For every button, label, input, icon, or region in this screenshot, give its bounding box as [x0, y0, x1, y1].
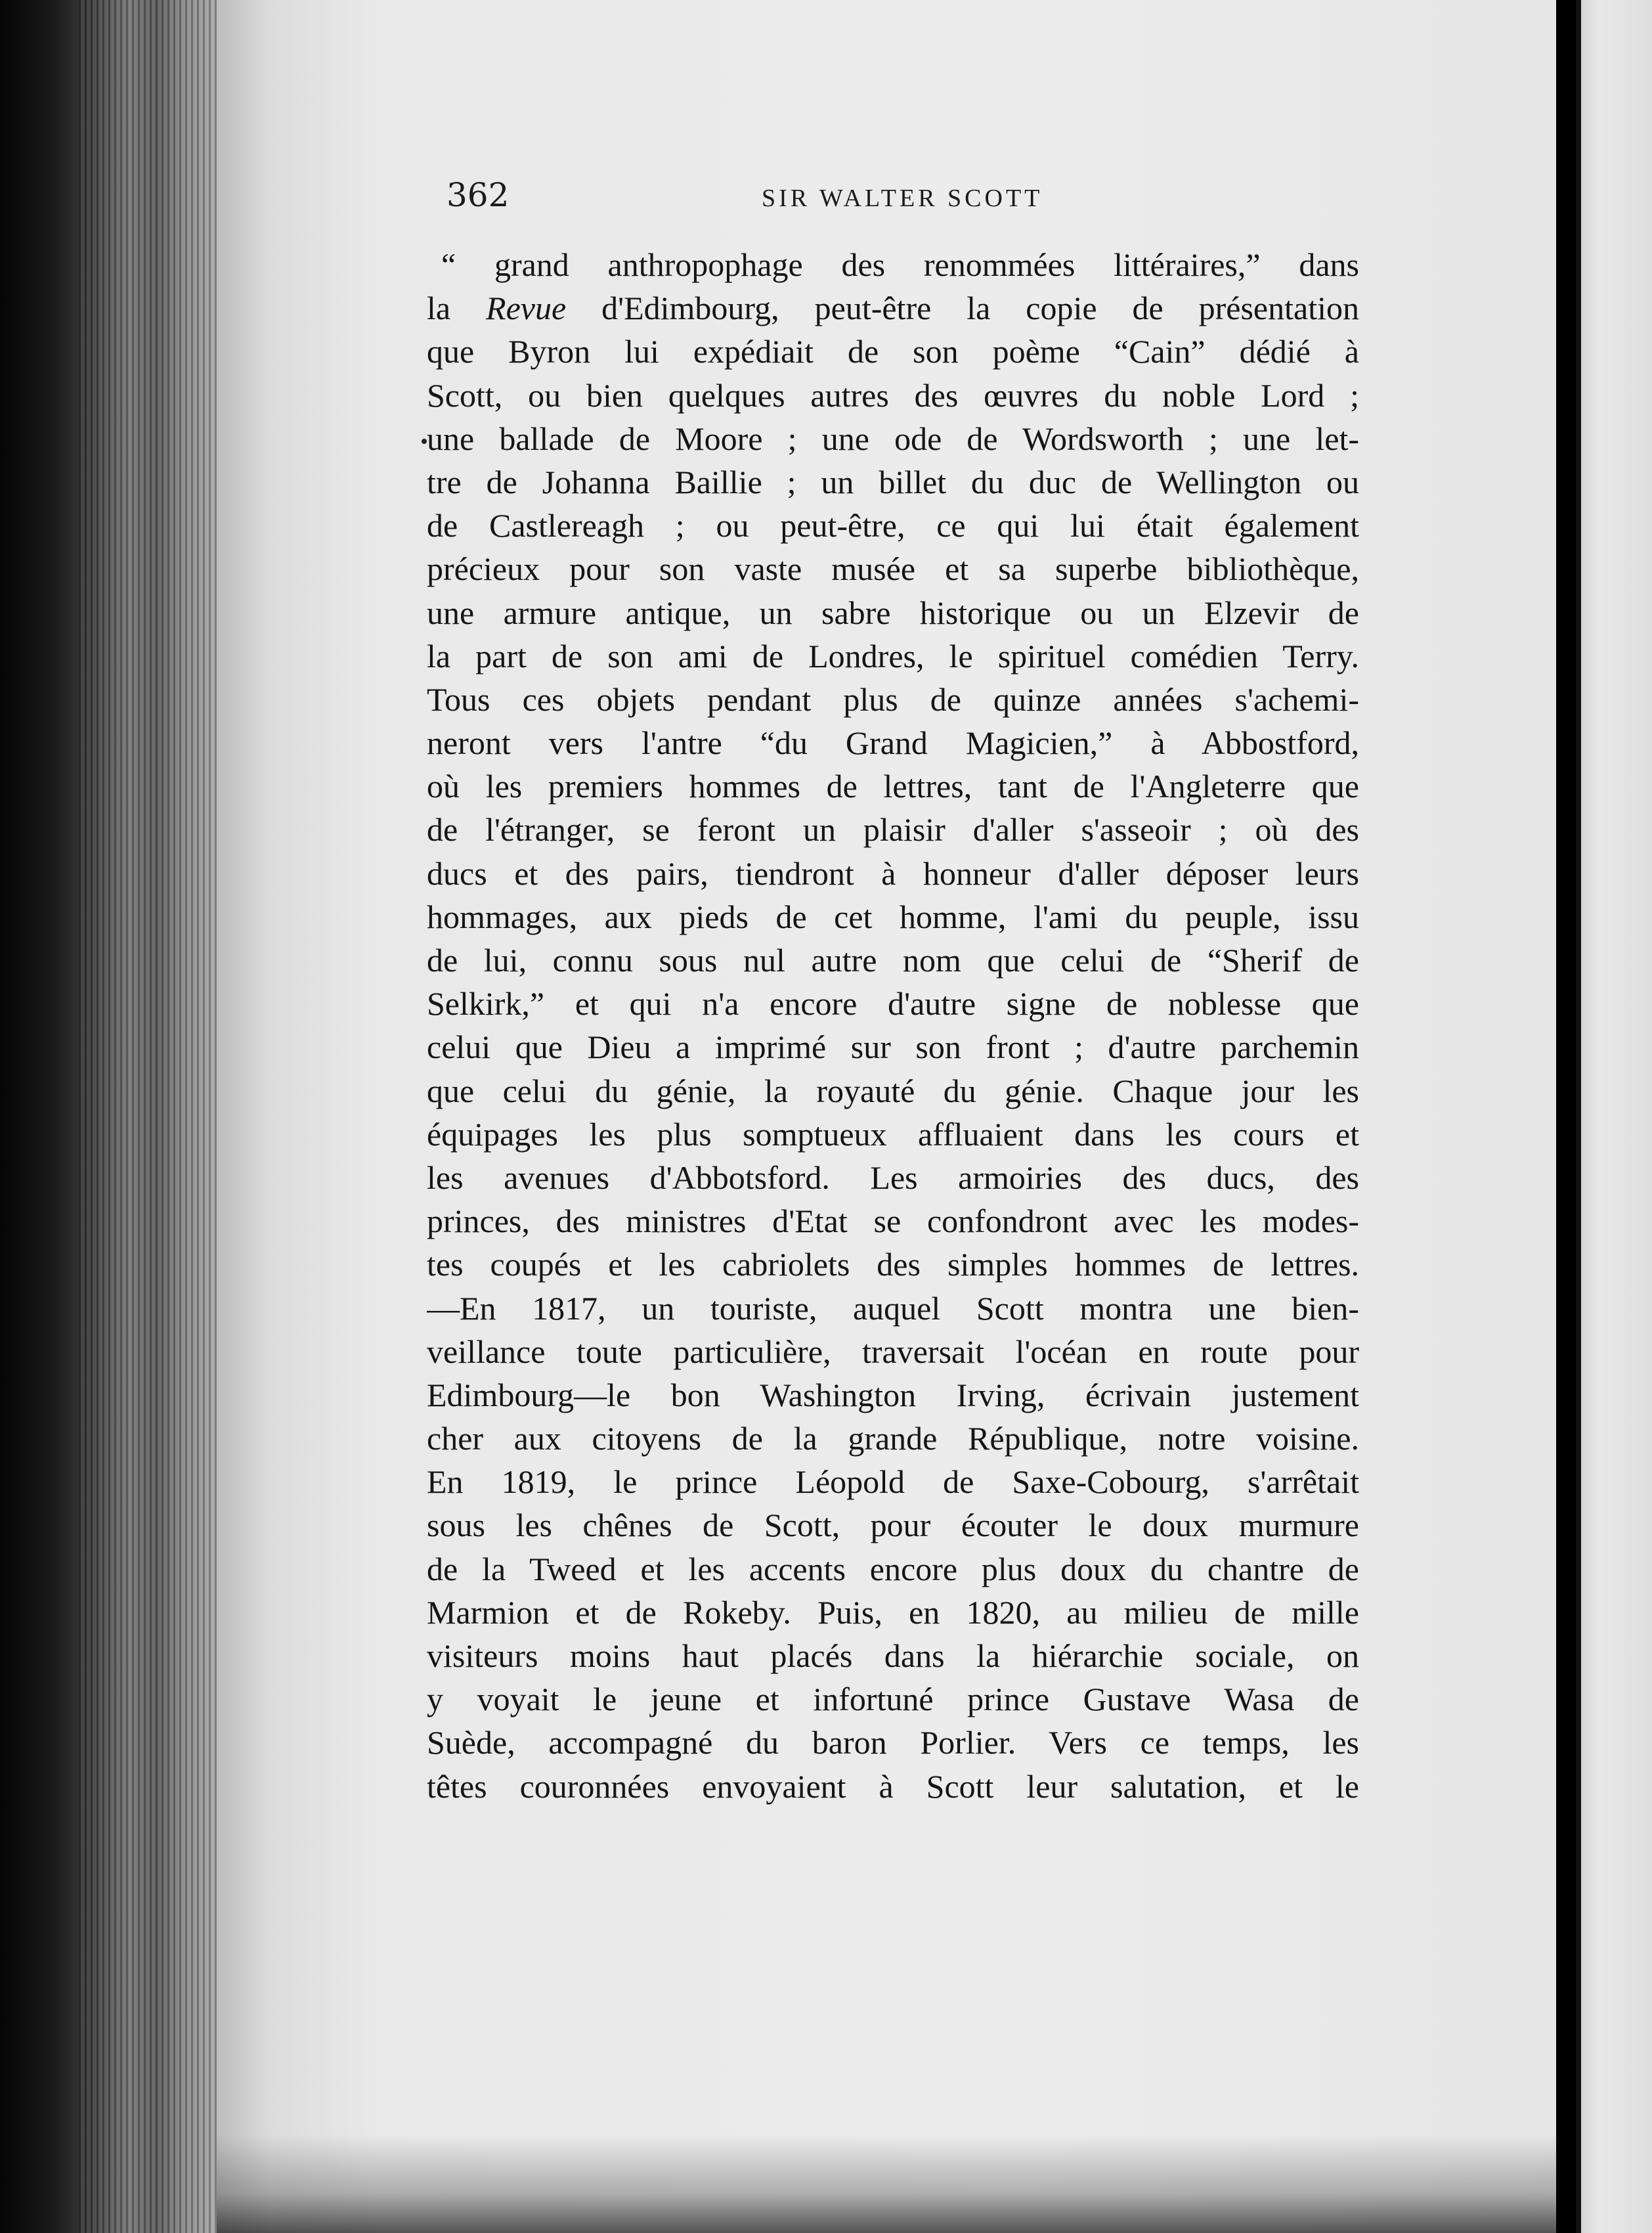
text-line: la Revue d'Edimbourg, peut-être la copie de présentation — [427, 290, 1359, 327]
text-line: Tous ces objets pendant plus de quinze années s'achemi- — [427, 680, 1359, 718]
text-line: équipages les plus somptueux affluaient dans les cours et — [427, 1115, 1359, 1153]
text-line: Marmion et de Rokeby. Puis, en 1820, au milieu de mille — [427, 1593, 1359, 1631]
text-line: que Byron lui expédiait de son poème “Cain” dédié à — [427, 333, 1359, 370]
text-line: y voyait le jeune et infortuné prince Gustave Wasa de — [427, 1681, 1359, 1718]
journal-title: Revue — [486, 290, 567, 327]
text-line: cher aux citoyens de la grande République, notre voisine. — [427, 1420, 1359, 1457]
facing-page-rule — [1576, 0, 1581, 2233]
text-line: hommages, aux pieds de cet homme, l'ami du peuple, issu — [427, 898, 1359, 935]
page-shadow — [217, 2134, 1556, 2233]
text-line: les avenues d'Abbotsford. Les armoiries des ducs, des — [427, 1159, 1359, 1196]
page-number: 362 — [446, 176, 510, 214]
margin-mark — [422, 439, 427, 444]
text-line: Suède, accompagné du baron Porlier. Vers ce temps, les — [427, 1724, 1359, 1761]
text-line: que celui du génie, la royauté du génie. Chaque jour les — [427, 1072, 1359, 1109]
text-line: de lui, connu sous nul autre nom que celui de “Sherif de — [427, 942, 1359, 979]
text-line: tes coupés et les cabriolets des simples hommes de lettres. — [427, 1246, 1359, 1283]
text-line: précieux pour son vaste musée et sa superbe bibliothèque, — [427, 550, 1359, 588]
text-line: Scott, ou bien quelques autres des œuvres du noble Lord ; — [427, 376, 1359, 414]
text-line: “ grand anthropophage des renommées littéraires,” dans — [441, 246, 1359, 283]
text-line: tre de Johanna Baillie ; un billet du duc de Wellington ou — [427, 463, 1359, 500]
text-line: de Castlereagh ; ou peut-être, ce qui lui était également — [427, 507, 1359, 544]
text-line: —En 1817, un touriste, auquel Scott montra une bien- — [427, 1289, 1359, 1327]
text-line: de l'étranger, se feront un plaisir d'aller s'asseoir ; où des — [427, 811, 1359, 849]
page-edges — [79, 0, 217, 2233]
text-line: celui que Dieu a imprimé sur son front ; d'autre parchemin — [427, 1028, 1359, 1066]
facing-page-edge — [1576, 0, 1652, 2233]
text-line: En 1819, le prince Léopold de Saxe-Cobourg, s'arrêtait — [427, 1463, 1359, 1501]
text-line: Selkirk,” et qui n'a encore d'autre signe de noblesse que — [427, 985, 1359, 1023]
text-line: Edimbourg—le bon Washington Irving, écrivain justement — [427, 1376, 1359, 1413]
text-line: de la Tweed et les accents encore plus doux du chantre de — [427, 1550, 1359, 1587]
body-text — [427, 243, 1359, 1808]
text-line: princes, des ministres d'Etat se confondront avec les modes- — [427, 1203, 1359, 1240]
gutter — [1556, 0, 1576, 2233]
text-line: une armure antique, un sabre historique ou un Elzevir de — [427, 594, 1359, 631]
text-line: sous les chênes de Scott, pour écouter le doux murmure — [427, 1507, 1359, 1544]
text-line: la part de son ami de Londres, le spirituel comédien Terry. — [427, 637, 1359, 674]
text-line: une ballade de Moore ; une ode de Wordsworth ; une let- — [427, 420, 1359, 457]
text-line: neront vers l'antre “du Grand Magicien,” à Abbostford, — [427, 724, 1359, 762]
text-line: têtes couronnées envoyaient à Scott leur salutation, et le — [427, 1767, 1359, 1805]
text-line: veillance toute particulière, traversait l'océan en route pour — [427, 1333, 1359, 1370]
text-line: ducs et des pairs, tiendront à honneur d'aller déposer leurs — [427, 854, 1359, 892]
running-title: SIR WALTER SCOTT — [762, 185, 1043, 212]
text-line: visiteurs moins haut placés dans la hiérarchie sociale, on — [427, 1637, 1359, 1674]
text-line: où les premiers hommes de lettres, tant de l'Angleterre que — [427, 768, 1359, 805]
running-head — [446, 176, 1077, 229]
